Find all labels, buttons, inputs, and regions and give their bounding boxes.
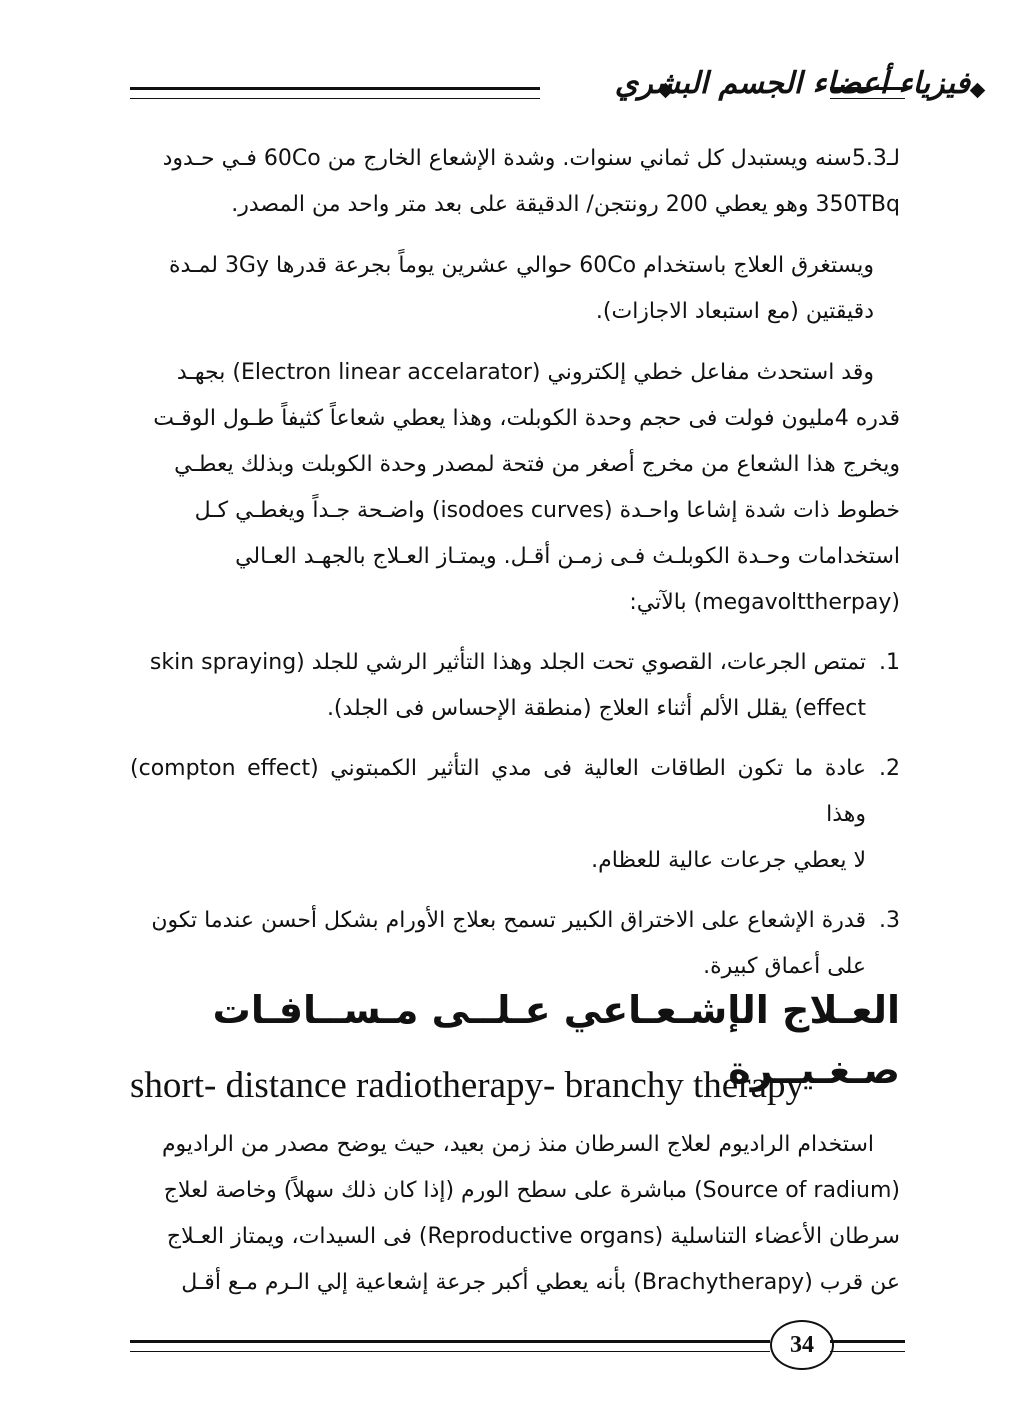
paragraph-2: [130, 243, 900, 335]
text-line: وقد استحدث مفاعل خطي إلكتروني (Electron linear accelarator) بجهـد: [176, 360, 874, 385]
text-line: قدرة الإشعاع على الاختراق الكبير تسمح بعلاج الأورام بشكل أحسن عندما تكون: [151, 908, 866, 933]
list-item: [130, 640, 900, 732]
list-number: 2.: [879, 756, 900, 781]
section-heading-english: short- distance radiotherapy- branchy therapy: [130, 1065, 804, 1106]
text-line: effect) يقلل الألم أثناء العلاج (منطقة الإحساس فى الجلد).: [326, 696, 866, 721]
footer-rule-right: [830, 1340, 905, 1352]
text-line: ويخرج هذا الشعاع من مخرج أصغر من فتحة لمصدر وحدة الكوبلت وبذلك يعطـي: [174, 452, 900, 477]
text-line: استخدام الراديوم لعلاج السرطان منذ زمن بعيد، حيث يوضح مصدر من الراديوم: [161, 1132, 874, 1157]
paragraph-4: [130, 1122, 900, 1306]
text-line: تمتص الجرعات، القصوي تحت الجلد وهذا التأثير الرشي للجلد (skin spraying: [149, 650, 866, 675]
paragraph-1: [130, 136, 900, 228]
list-item: [130, 898, 900, 990]
text-line: قدره 4مليون فولت فى حجم وحدة الكوبلت، وهذا يعطي شعاعاً كثيفاً طـول الوقـت: [153, 406, 900, 431]
text-line: سرطان الأعضاء التناسلية (Reproductive organs) فى السيدات، ويمتاز العـلاج: [166, 1224, 900, 1249]
text-line: 350TBq وهو يعطي 200 رونتجن/ الدقيقة على بعد متر واحد من المصدر.: [231, 192, 900, 217]
text-line: ويستغرق العلاج باستخدام 60Co حوالي عشرين يوماً بجرعة قدرها 3Gy لمـدة: [169, 253, 874, 278]
text-line: عادة ما تكون الطاقات العالية فى مدي التأثير الكمبتوني (compton effect) وهذا: [130, 756, 866, 827]
page-number: 34: [770, 1320, 834, 1370]
book-title: فيزياء أعضاء الجسم البشري: [614, 66, 970, 101]
footer-rule-left: [130, 1340, 770, 1352]
section-heading-arabic: العـلاج الإشـعـاعي عـلــى مـســافـات صـغـيــرة: [212, 988, 900, 1092]
text-line: دقيقتين (مع استبعاد الاجازات).: [595, 299, 874, 324]
text-line: لـ5.3سنه ويستبدل كل ثماني سنوات. وشدة الإشعاع الخارج من 60Co فـي حـدود: [162, 146, 900, 171]
text-line: لا يعطي جرعات عالية للعظام.: [591, 848, 866, 873]
running-header: [130, 62, 970, 110]
text-line: على أعماق كبيرة.: [703, 954, 866, 979]
text-line: استخدامات وحـدة الكوبلـث فـى زمـن أقـل. ويمتـاز العـلاج بالجهـد العـالي: [235, 544, 900, 569]
text-line: عن قرب (Brachytherapy) بأنه يعطي أكبر جرعة إشعاعية إلي الـرم مـع أقـل: [181, 1270, 900, 1295]
list-item: [130, 746, 900, 884]
numbered-list: [130, 640, 900, 990]
header-rule-right: [830, 87, 905, 99]
header-rule-left: [130, 87, 540, 99]
list-number: 3.: [879, 908, 900, 933]
text-line: (megavolttherpay) بالآتي:: [629, 590, 900, 615]
paragraph-3: [130, 350, 900, 626]
list-number: 1.: [879, 650, 900, 675]
diamond-ornament-icon: [970, 83, 986, 99]
text-line: (Source of radium) مباشرة على سطح الورم (إذا كان ذلك سهلاً) وخاصة لعلاج: [163, 1178, 900, 1203]
page-footer: [130, 1318, 905, 1374]
text-line: خطوط ذات شدة إشاعا واحـدة (isodoes curves) واضـحة جـداً ويغطـي كـل: [194, 498, 900, 523]
